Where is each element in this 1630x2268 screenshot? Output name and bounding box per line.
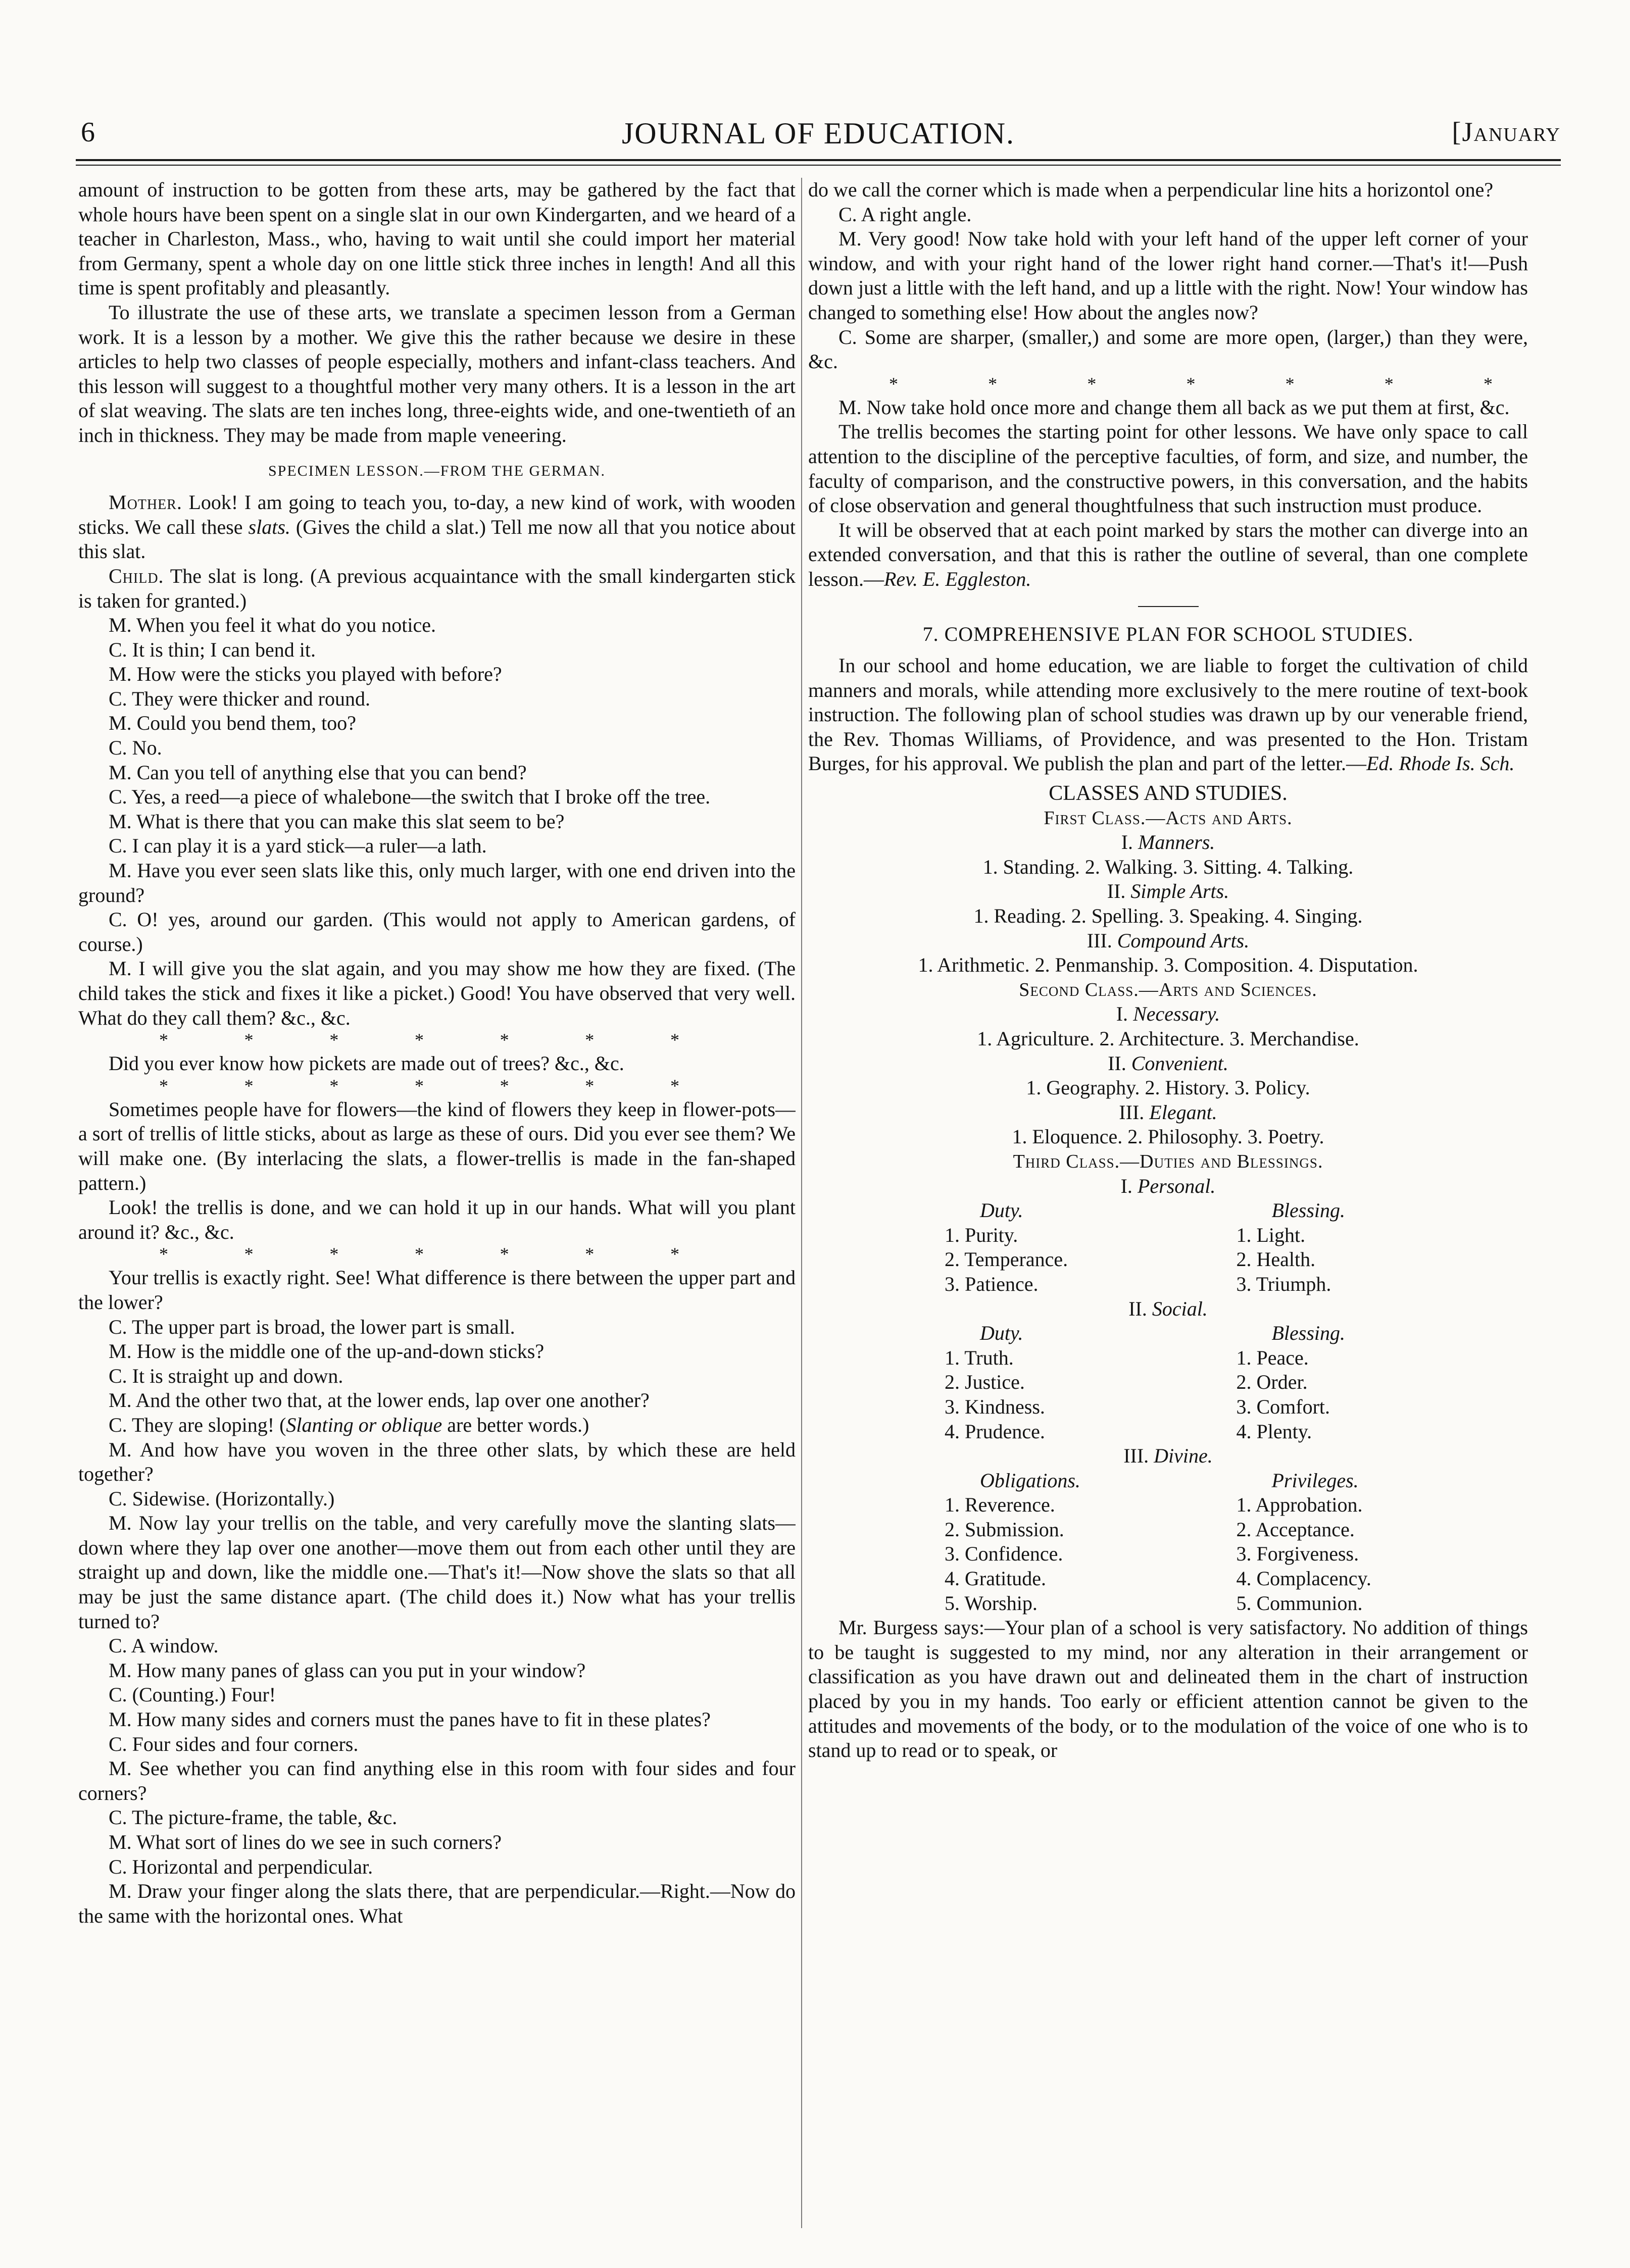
star: *: [500, 1075, 509, 1096]
obligation-list: [945, 1469, 1237, 1616]
dialogue-line: M. Draw your finger along the slats there, that are perpendicular.—Right.—Now do the same with the horizontal ones. What: [78, 1880, 796, 1927]
paragraph: Did you ever know how pickets are made out of trees? &c., &c.: [109, 1052, 624, 1075]
group-number: I.: [1116, 1002, 1133, 1026]
list-item: 1. Reverence.: [945, 1493, 1055, 1517]
dialogue-text: The slat is long. (A previous acquaintance with the small kindergarten stick is taken for granted.): [78, 564, 796, 612]
study-items: 1. Eloquence. 2. Philosophy. 3. Poetry.: [1012, 1125, 1324, 1148]
paragraph: amount of instruction to be gotten from these arts, may be gathered by the fact that whole hours have been spent on a single slat in our own Kindergarten, and we heard of a teacher in Charleston, Mass., who, having to wait until she could import her material from Germany, spent a whole day on one little stick three inches in length! And all this time is spent profitably and pleasantly.: [78, 178, 796, 299]
list-heading: Obligations.: [980, 1469, 1080, 1492]
group-name: Necessary.: [1133, 1002, 1220, 1026]
star: *: [670, 1244, 679, 1265]
dialogue-line: C. Yes, a reed—a piece of whalebone—the switch that I broke off the tree.: [109, 785, 711, 809]
group-heading: [808, 879, 1528, 904]
group-name: Elegant.: [1149, 1100, 1217, 1124]
dialogue-line: C. Some are sharper, (smaller,) and some are more open, (larger,) than they were, &c.: [808, 325, 1528, 373]
list-heading: Blessing.: [1271, 1322, 1346, 1345]
dialogue-line: C. Four sides and four corners.: [109, 1732, 359, 1755]
left-column: [78, 178, 796, 2228]
dialogue-line: C. O! yes, around our garden. (This would not apply to American gardens, of course.): [78, 908, 796, 955]
group-heading: [808, 1051, 1528, 1076]
paragraph-text: In our school and home education, we are liable to forget the cultivation of child manners and morals, while attending more exclusively to the mere routine of text-book instruction. The following plan of school studies was drawn up by our venerable friend, the Rev. Thomas Williams, of Providence, and was presented to the Hon. Tristam Burges, for his approval. We publish the plan and part of the letter.—: [808, 654, 1528, 775]
dialogue-line: do we call the corner which is made when a perpendicular line hits a horizontol one?: [808, 178, 1494, 201]
privilege-list: [1237, 1469, 1528, 1616]
list-item: 3. Patience.: [945, 1272, 1039, 1295]
list-item: 3. Kindness.: [945, 1395, 1045, 1418]
star: *: [1384, 373, 1394, 394]
list-item: 5. Communion.: [1236, 1591, 1363, 1615]
class-heading: First Class.—Acts and Arts.: [1044, 807, 1293, 829]
dialogue-line: [78, 1413, 796, 1438]
dialogue-mother: [78, 490, 796, 564]
study-items: 1. Reading. 2. Spelling. 3. Speaking. 4. Singing.: [973, 904, 1363, 928]
study-items: 1. Geography. 2. History. 3. Policy.: [1026, 1076, 1310, 1099]
dialogue-line: M. Now take hold once more and change them all back as we put them at first, &c.: [838, 395, 1510, 419]
star: *: [414, 1075, 424, 1096]
section-stars: [78, 1077, 796, 1094]
dialogue-line: M. Can you tell of anything else that you can bend?: [109, 761, 527, 784]
page-number: 6: [81, 117, 95, 148]
dialogue-line: M. How many panes of glass can you put in your window?: [109, 1658, 586, 1682]
star: *: [329, 1244, 339, 1265]
dialogue-line: M. Now lay your trellis on the table, and very carefully move the slanting slats—down where they lap over one another—move them out from each other until they are straight up and down, like the middle one.—That's it!—Now shove the slats so that all may be just the same distance apart. (The child does it.) Now what has your trellis turned to?: [78, 1511, 796, 1633]
journal-title: JOURNAL OF EDUCATION.: [621, 117, 1015, 150]
group-number: I.: [1121, 831, 1139, 854]
star: *: [1483, 373, 1493, 394]
star: *: [1285, 373, 1295, 394]
classes-title: CLASSES AND STUDIES.: [1049, 782, 1288, 805]
group-number: III.: [1119, 1100, 1150, 1124]
list-item: 4. Complacency.: [1236, 1567, 1371, 1590]
dialogue-italic: slats.: [248, 515, 290, 538]
group-name: Simple Arts.: [1130, 880, 1229, 903]
list-item: 3. Forgiveness.: [1236, 1542, 1359, 1566]
star: *: [670, 1030, 679, 1050]
dialogue-line: C. Sidewise. (Horizontally.): [109, 1487, 335, 1510]
dialogue-line: M. Very good! Now take hold with your left hand of the upper left corner of your window, and with your right hand of the lower right hand corner.—That's it!—Push down just a little with the left hand, and up a little with the right. Now! Your window has changed to something else! How about the angles now?: [808, 227, 1528, 324]
dialogue-line: M. When you feel it what do you notice.: [109, 614, 436, 637]
duty-blessing-table: [808, 1198, 1528, 1296]
group-number: I.: [1120, 1174, 1138, 1197]
list-item: 3. Confidence.: [945, 1542, 1063, 1566]
star: *: [414, 1244, 424, 1265]
obligation-privilege-table: [808, 1469, 1528, 1616]
star: *: [159, 1244, 168, 1265]
author-credit: Rev. E. Eggleston.: [884, 567, 1031, 590]
star: *: [670, 1075, 679, 1096]
duty-blessing-table: [808, 1321, 1528, 1444]
header-rule-thick: [76, 159, 1561, 161]
star: *: [1087, 373, 1097, 394]
group-name: Manners.: [1138, 831, 1215, 854]
section-stars: [78, 1031, 796, 1048]
dialogue-italic: Slanting or oblique: [286, 1413, 442, 1436]
list-item: 2. Submission.: [945, 1518, 1064, 1541]
group-heading: [808, 1174, 1528, 1199]
paragraph: The trellis becomes the starting point for other lessons. We have only space to call attention to the discipline of the perceptive faculties, of form, and size, and number, the faculty of comparison, and the constructive powers, in this conversation, and the habits of close observation and general thoughtfulness that such instruction must produce.: [808, 420, 1528, 517]
group-number: II.: [1108, 1051, 1131, 1075]
list-item: 1. Approbation.: [1236, 1493, 1363, 1517]
dialogue-line: M. See whether you can find anything else in this room with four sides and four corners?: [78, 1757, 796, 1804]
lesson-heading: SPECIMEN LESSON.—FROM THE GERMAN.: [268, 462, 606, 479]
list-item: 4. Plenty.: [1236, 1420, 1312, 1443]
star: *: [1186, 373, 1196, 394]
group-name: Compound Arts.: [1117, 929, 1250, 952]
dialogue-text: Look! I am going to teach you, to-day, a new kind of work, with wooden sticks. We call these: [78, 491, 796, 538]
paragraph: Your trellis is exactly right. See! What difference is there between the upper part and the lower?: [78, 1266, 796, 1314]
list-item: 1. Truth.: [945, 1346, 1014, 1369]
dialogue-line: M. I will give you the slat again, and you may show me how they are fixed. (The child takes the stick and fixes it like a picket.) Good! You have observed that very well. What do they call them? &c., &c.: [78, 957, 796, 1029]
dialogue-line: M. Have you ever seen slats like this, only much larger, with one end driven into the ground?: [78, 859, 796, 906]
star: *: [244, 1075, 254, 1096]
dialogue-line: C. No.: [109, 736, 162, 760]
list-item: 2. Order.: [1236, 1371, 1308, 1394]
list-item: 1. Peace.: [1236, 1346, 1309, 1369]
dialogue-line: M. And the other two that, at the lower ends, lap over one another?: [109, 1389, 650, 1412]
group-number: II.: [1107, 880, 1131, 903]
group-name: Social.: [1152, 1297, 1208, 1320]
group-name: Convenient.: [1131, 1051, 1228, 1075]
list-heading: Duty.: [980, 1199, 1023, 1222]
group-name: Divine.: [1154, 1444, 1213, 1468]
speaker-label: Child.: [109, 564, 164, 587]
duty-list: [945, 1321, 1237, 1444]
list-heading: Privileges.: [1271, 1469, 1359, 1492]
group-heading: [808, 1444, 1528, 1469]
list-item: 4. Prudence.: [945, 1420, 1045, 1443]
star: *: [329, 1075, 339, 1096]
right-column: [808, 178, 1528, 2228]
dialogue-line: C. The upper part is broad, the lower part is small.: [109, 1315, 515, 1338]
star: *: [585, 1244, 595, 1265]
list-item: 2. Acceptance.: [1236, 1518, 1355, 1541]
section-title: 7. COMPREHENSIVE PLAN FOR SCHOOL STUDIES.: [922, 622, 1414, 645]
group-heading: [808, 1002, 1528, 1027]
section-divider: [1138, 606, 1199, 607]
dialogue-child: [78, 564, 796, 613]
blessing-list: [1237, 1321, 1528, 1444]
star: *: [329, 1030, 339, 1050]
star: *: [414, 1030, 424, 1050]
group-heading: [808, 1297, 1528, 1322]
dialogue-line: C. (Counting.) Four!: [109, 1683, 276, 1706]
list-item: 3. Comfort.: [1236, 1395, 1330, 1418]
list-item: 1. Light.: [1236, 1223, 1306, 1246]
list-heading: Duty.: [980, 1322, 1023, 1345]
dialogue-text: are better words.): [442, 1413, 589, 1436]
dialogue-line: M. What is there that you can make this slat seem to be?: [109, 810, 565, 833]
class-heading: Second Class.—Arts and Sciences.: [1019, 979, 1317, 1000]
dialogue-text: C. They are sloping! (: [109, 1413, 286, 1436]
star: *: [988, 373, 998, 394]
star: *: [244, 1030, 254, 1050]
issue-month: [January: [1452, 117, 1561, 147]
dialogue-line: M. What sort of lines do we see in such corners?: [109, 1831, 502, 1853]
list-item: 4. Gratitude.: [945, 1567, 1047, 1590]
list-item: 1. Purity.: [945, 1223, 1018, 1246]
star: *: [585, 1075, 595, 1096]
section-stars: [78, 1245, 796, 1263]
dialogue-line: C. A window.: [109, 1634, 219, 1657]
dialogue-line: M. And how have you woven in the three other slats, by which these are held together?: [78, 1438, 796, 1486]
section-stars: [808, 375, 1528, 392]
dialogue-line: C. I can play it is a yard stick—a ruler—a lath.: [109, 834, 487, 858]
group-heading: [808, 1100, 1528, 1125]
star: *: [500, 1244, 509, 1265]
dialogue-line: C. The picture-frame, the table, &c.: [109, 1806, 398, 1829]
group-number: III.: [1123, 1444, 1154, 1468]
paragraph: Look! the trellis is done, and we can hold it up in our hands. What will you plant around it? &c., &c.: [78, 1196, 796, 1243]
star: *: [500, 1030, 509, 1050]
closing-paragraph: Mr. Burgess says:—Your plan of a school is very satisfactory. No addition of things to be taught is suggested to my mind, nor any alteration in their arrangement or classification as you have drawn out and delineated them in the chart of instruction placed by you in my hands. Too early or efficient attention cannot be given to the attitudes and movements of the body, or to the modulation of the voice of one who is to stand up to read or to speak, or: [808, 1616, 1528, 1762]
paragraph: To illustrate the use of these arts, we translate a specimen lesson from a German work. It is a lesson by a mother. We give this the rather because we desire in these articles to help two classes of people especially, mothers and infant-class teachers. And this lesson will suggest to a thoughtful mother very many others. It is a lesson in the art of slat weaving. The slats are ten inches long, three-eights wide, and one-twentieth of an inch in thickness. They may be made from maple veneering.: [78, 300, 796, 446]
speaker-label: Mother.: [109, 491, 182, 514]
dialogue-line: C. Horizontal and perpendicular.: [109, 1855, 373, 1878]
list-item: 2. Temperance.: [945, 1248, 1068, 1271]
blessing-list: [1237, 1198, 1528, 1296]
star: *: [585, 1030, 595, 1050]
study-items: 1. Arithmetic. 2. Penmanship. 3. Composition. 4. Disputation.: [918, 953, 1418, 977]
star: *: [889, 373, 898, 394]
header-rule-thin: [76, 165, 1561, 166]
column-divider: [801, 178, 802, 2228]
list-item: 2. Justice.: [945, 1371, 1025, 1394]
group-heading: [808, 830, 1528, 855]
dialogue-text: (Gives the child a slat.) Tell me now all that you notice about this slat.: [78, 515, 796, 563]
dialogue-line: M. Could you bend them, too?: [109, 712, 356, 735]
star: *: [159, 1075, 168, 1096]
group-number: III.: [1086, 929, 1117, 952]
dialogue-line: C. A right angle.: [838, 203, 972, 226]
source-credit: Ed. Rhode Is. Sch.: [1366, 752, 1515, 775]
class-heading: Third Class.—Duties and Blessings.: [1013, 1150, 1323, 1172]
dialogue-line: M. How many sides and corners must the panes have to fit in these plates?: [109, 1708, 711, 1731]
paragraph: [808, 518, 1528, 592]
list-item: 5. Worship.: [945, 1591, 1038, 1615]
dialogue-line: M. How were the sticks you played with before?: [109, 663, 502, 686]
list-item: 3. Triumph.: [1236, 1272, 1331, 1295]
dialogue-line: C. It is straight up and down.: [109, 1364, 343, 1387]
study-items: 1. Agriculture. 2. Architecture. 3. Merchandise.: [977, 1027, 1359, 1050]
dialogue-line: C. It is thin; I can bend it.: [109, 638, 316, 661]
dialogue-line: C. They were thicker and round.: [109, 687, 370, 710]
star: *: [159, 1030, 168, 1050]
group-heading: [808, 929, 1528, 953]
duty-list: [945, 1198, 1237, 1296]
paragraph: [808, 653, 1528, 776]
paragraph: Sometimes people have for flowers—the kind of flowers they keep in flower-pots—a sort of trellis of little sticks, about as large as these of ours. Did you ever see them? We will make one. (By interlacing the slats, a flower-trellis is made in the fan-shaped pattern.): [78, 1097, 796, 1194]
paragraph-text: It will be observed that at each point marked by stars the mother can diverge into an extended conversation, and that this is rather the outline of several, than one complete lesson.—: [808, 518, 1528, 590]
page-header: [76, 116, 1561, 157]
dialogue-line: M. How is the middle one of the up-and-down sticks?: [109, 1340, 545, 1363]
study-items: 1. Standing. 2. Walking. 3. Sitting. 4. Talking.: [982, 855, 1354, 878]
group-number: II.: [1128, 1297, 1152, 1320]
group-name: Personal.: [1137, 1174, 1216, 1197]
list-heading: Blessing.: [1271, 1199, 1346, 1222]
star: *: [244, 1244, 254, 1265]
list-item: 2. Health.: [1236, 1248, 1316, 1271]
